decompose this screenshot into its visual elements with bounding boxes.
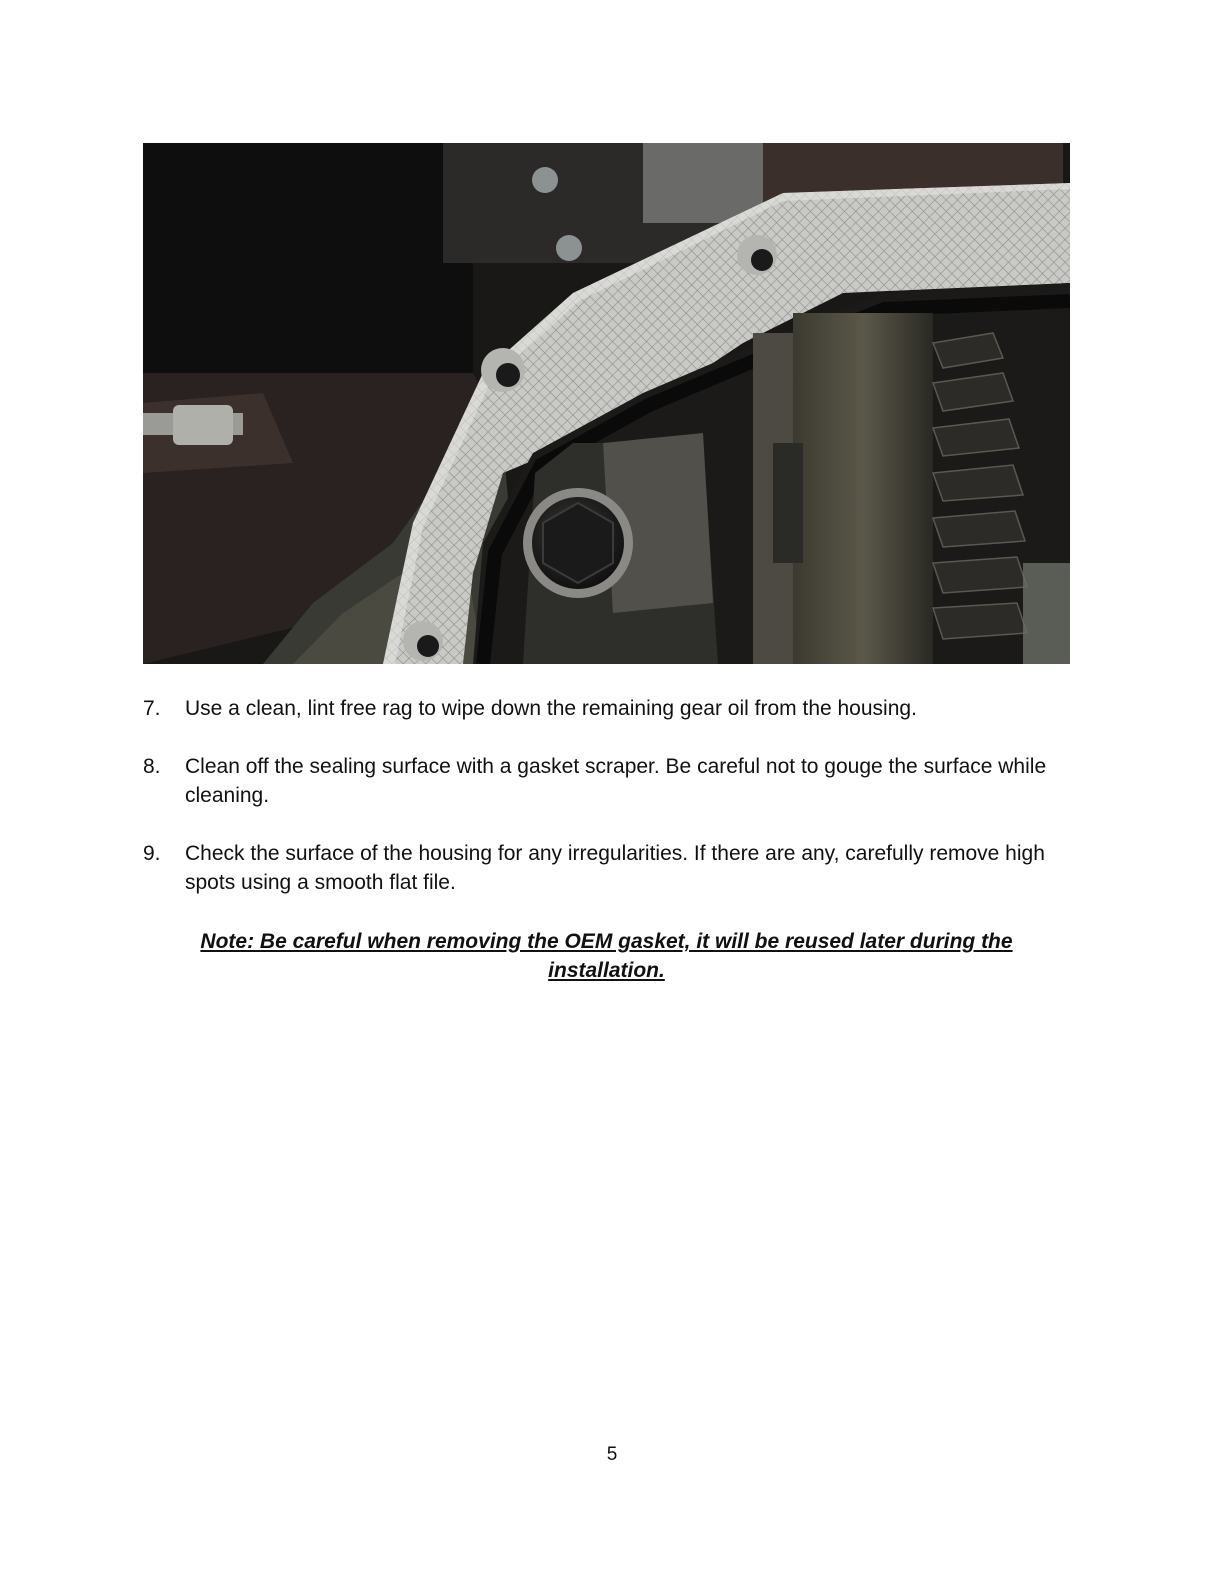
step-number: 8. [143, 755, 161, 778]
step-item [143, 752, 1070, 810]
differential-housing-photo [143, 143, 1070, 664]
page-number: 5 [606, 1444, 618, 1465]
step-item [143, 694, 1070, 723]
differential-cover-photo-image [143, 143, 1070, 664]
step-text: Use a clean, lint free rag to wipe down the remaining gear oil from the housing. [185, 697, 917, 720]
step-item [143, 839, 1070, 897]
step-number: 9. [143, 842, 161, 865]
step-text: Check the surface of the housing for any irregularities. If there are any, carefully remove high spots using a smooth flat file. [185, 842, 1045, 894]
instruction-steps [143, 694, 1070, 926]
step-number: 7. [143, 697, 161, 720]
step-text: Clean off the sealing surface with a gasket scraper. Be careful not to gouge the surface while cleaning. [185, 755, 1047, 807]
gasket-note: Note: Be careful when removing the OEM gasket, it will be reused later during the installation. [200, 930, 1013, 982]
